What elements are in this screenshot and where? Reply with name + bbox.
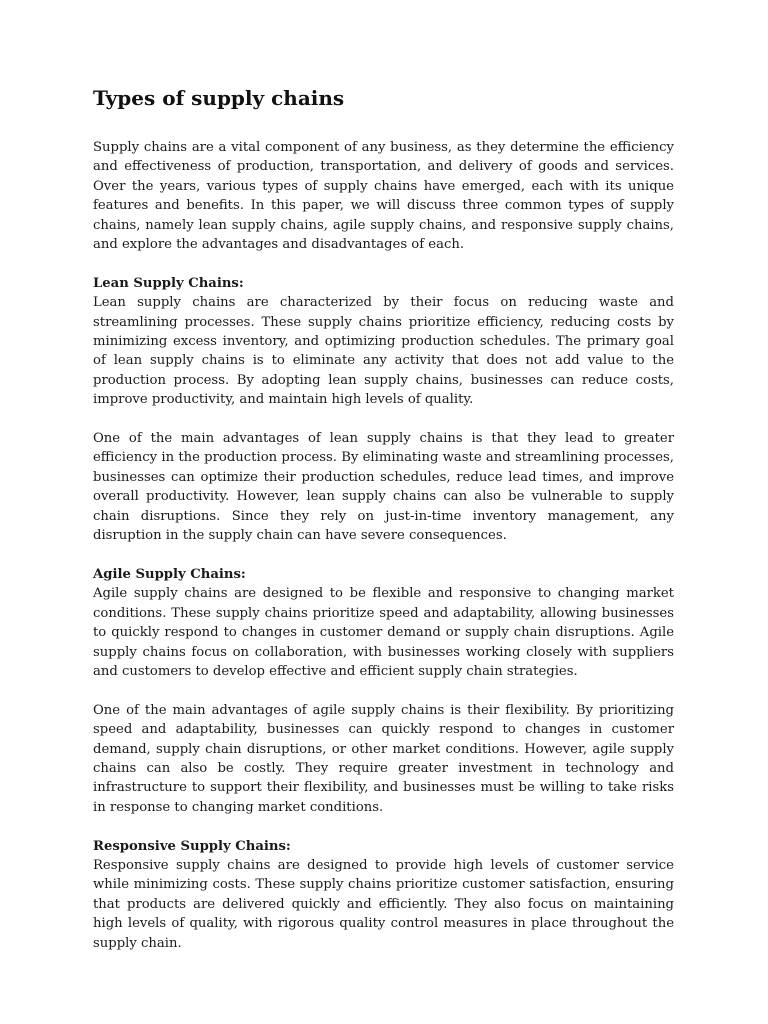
section-responsive-paragraph-1: Responsive supply chains are designed to provide high levels of customer service while minimizing costs. These supply chains prioritize customer satisfaction, ensuring that products are delivered quickly and efficiently. They also focus on maintaining high levels of quality, with rigorous quality control measures in place throughout the supply chain. xyxy=(93,857,674,951)
section-responsive xyxy=(93,837,674,953)
section-heading-agile: Agile Supply Chains: xyxy=(93,566,246,582)
section-lean-paragraph-1: Lean supply chains are characterized by their focus on reducing waste and streamlining processes. These supply chains prioritize efficiency, reducing costs by minimizing excess inventory, and optimizing production schedules. The primary goal of lean supply chains is to eliminate any activity that does not add value to the production process. By adopting lean supply chains, businesses can reduce costs, improve productivity, and maintain high levels of quality. xyxy=(93,295,674,408)
intro-paragraph: Supply chains are a vital component of any business, as they determine the efficiency and effectiveness of production, transportation, and delivery of goods and services. Over the years, various types of supply chains have emerged, each with its unique features and benefits. In this paper, we will discuss three common types of supply chains, namely lean supply chains, agile supply chains, and responsive supply chains, and explore the advantages and disadvantages of each. xyxy=(93,140,674,253)
section-heading-lean: Lean Supply Chains: xyxy=(93,275,244,291)
section-agile-paragraph-2: One of the main advantages of agile supply chains is their flexibility. By prioritizing speed and adaptability, businesses can quickly respond to changes in customer demand, supply chain disruptions, or other market conditions. However, agile supply chains can also be costly. They require greater investment in technology and infrastructure to support their flexibility, and businesses must be willing to take risks in response to changing market conditions. xyxy=(93,702,674,815)
section-heading-responsive: Responsive Supply Chains: xyxy=(93,838,291,854)
section-agile-paragraph-1: Agile supply chains are designed to be flexible and responsive to changing market conditions. These supply chains prioritize speed and adaptability, allowing businesses to quickly respond to changes in customer demand or supply chain disruptions. Agile supply chains focus on collaboration, with businesses working closely with suppliers and customers to develop effective and efficient supply chain strategies. xyxy=(93,586,674,679)
section-agile xyxy=(93,565,674,681)
document-title: Types of supply chains xyxy=(93,86,345,110)
section-lean xyxy=(93,274,674,410)
section-lean-paragraph-2: One of the main advantages of lean supply chains is that they lead to greater efficiency in the production process. By eliminating waste and streamlining processes, businesses can optimize their production schedules, reduce lead times, and improve overall productivity. However, lean supply chains can also be vulnerable to supply chain disruptions. Since they rely on just-in-time inventory management, any disruption in the supply chain can have severe consequences. xyxy=(93,431,674,544)
